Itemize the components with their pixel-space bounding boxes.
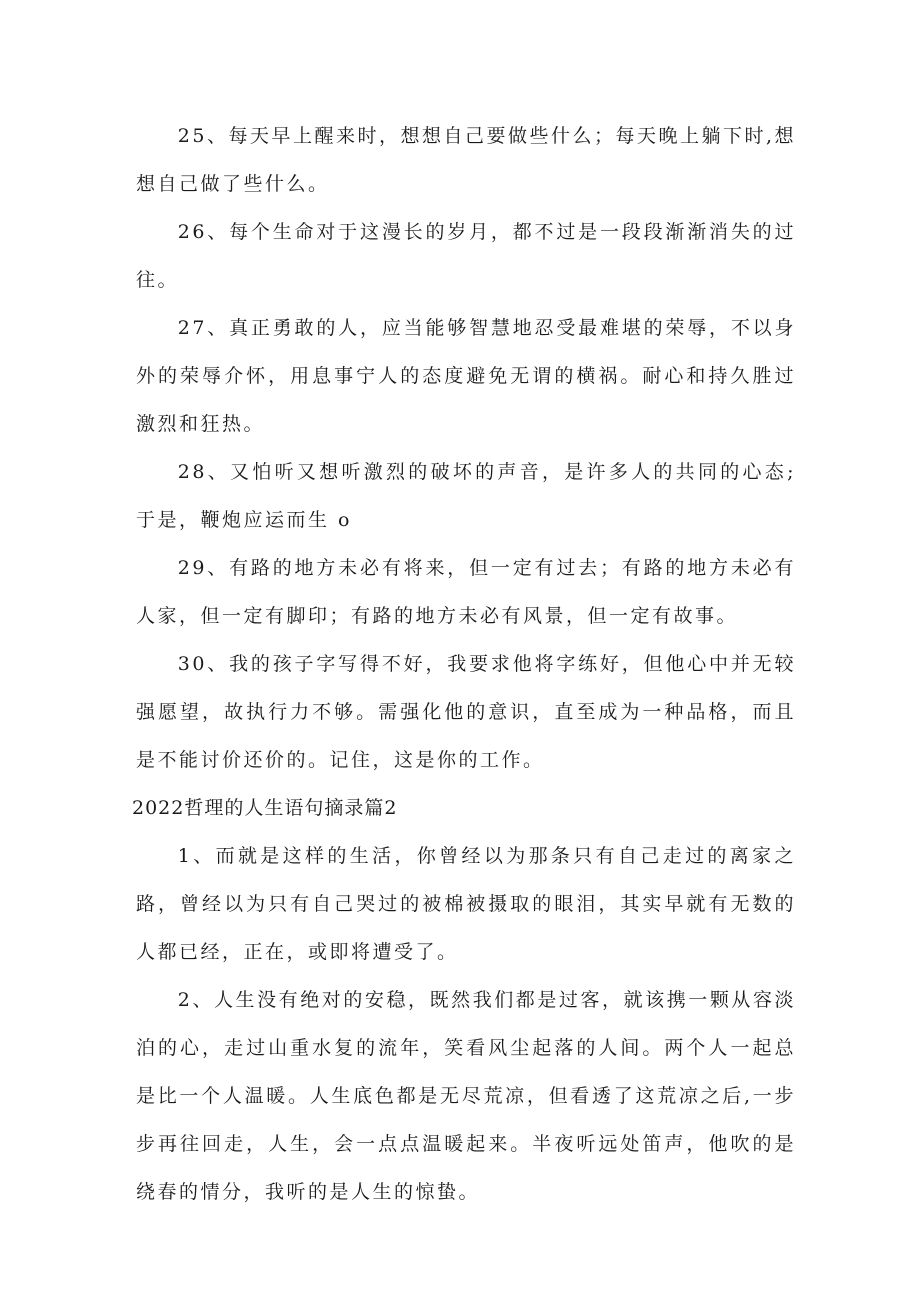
paragraph-1: 1、而就是这样的生活，你曾经以为那条只有自己走过的离家之路，曾经以为只有自己哭过的被棉被摄取的眼泪，其实早就有无数的人都已经，正在，或即将遭受了。 <box>136 845 796 963</box>
paragraph-27: 27、真正勇敢的人，应当能够智慧地忍受最难堪的荣辱，不以身外的荣辱介怀，用息事宁人的态度避免无谓的横祸。耐心和持久胜过激烈和狂热。 <box>136 317 796 435</box>
paragraph-30: 30、我的孩子字写得不好，我要求他将字练好，但他心中并无较强愿望，故执行力不够。需强化他的意识，直至成为一种品格，而且是不能讨价还价的。记住，这是你的工作。 <box>136 653 796 771</box>
paragraph-26: 26、每个生命对于这漫长的岁月，都不过是一段段渐渐消失的过往。 <box>136 221 796 291</box>
section-heading: 2022哲理的人生语句摘录篇2 <box>132 797 398 819</box>
paragraph-29: 29、有路的地方未必有将来，但一定有过去；有路的地方未必有人家，但一定有脚印；有路的地方未必有风景，但一定有故事。 <box>136 557 796 627</box>
paragraph-2: 2、人生没有绝对的安稳，既然我们都是过客，就该携一颗从容淡泊的心，走过山重水复的流年，笑看风尘起落的人间。两个人一起总是比一个人温暖。人生底色都是无尽荒凉，但看透了这荒凉之后,一步步再往回走，人生，会一点点温暖起来。半夜听远处笛声，他吹的是绕春的情分，我听的是人生的惊蛰。 <box>136 989 796 1203</box>
paragraph-28: 28、又怕听又想听激烈的破坏的声音，是许多人的共同的心态;于是，鞭炮应运而生 o <box>136 461 796 531</box>
paragraph-25: 25、每天早上醒来时，想想自己要做些什么；每天晚上躺下时,想想自己做了些什么。 <box>136 125 797 195</box>
document-body <box>132 112 797 1216</box>
